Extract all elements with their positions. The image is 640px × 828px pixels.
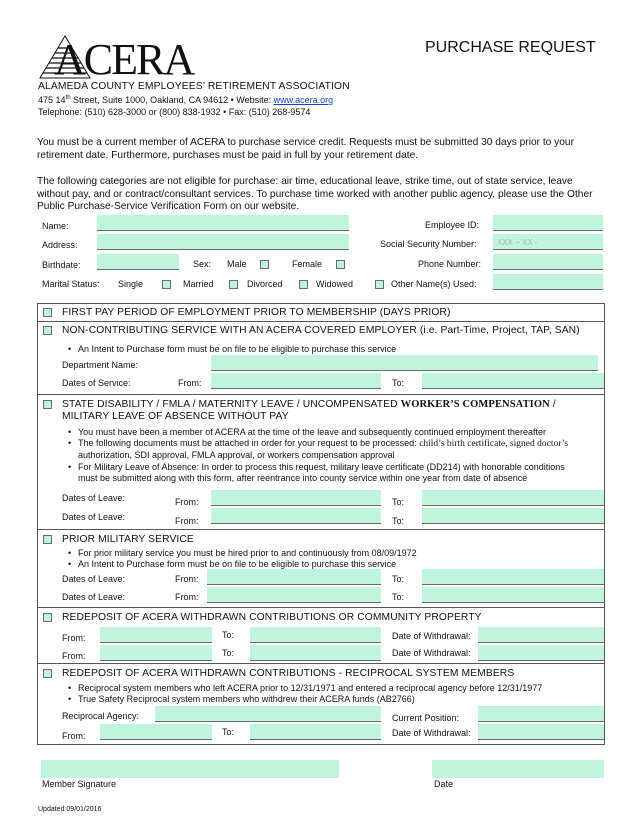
prior-military-title: PRIOR MILITARY SERVICE [62, 534, 194, 545]
intro-paragraph-2: The following categories are not eligible for purchase: air time, educational leave, strike time, out of state service, leave without pay, and or contract/consultant services. To purchase time worked with another public agency, please use the Other Public Purchase-Service Verification Form on our website. [37, 176, 593, 212]
service-from-field[interactable] [211, 373, 381, 389]
employee-id-label: Employee ID: [425, 220, 480, 230]
state-disability-bullet-2 [78, 438, 602, 461]
military-to-field-2[interactable] [422, 587, 604, 603]
website-link[interactable]: www.acera.org [273, 95, 334, 105]
address-sup: th [65, 95, 71, 101]
divorced-label: Divorced [247, 279, 283, 289]
bullet-text: must be submitted along with this form, after reentrance into county service within one year from date of absence [78, 473, 528, 483]
other-names-field[interactable] [493, 274, 603, 290]
phone-field[interactable] [493, 254, 603, 270]
reciprocal-withdrawal-label: Date of Withdrawal: [392, 728, 471, 738]
redeposit-title: REDEPOSIT OF ACERA WITHDRAWN CONTRIBUTIONS OR COMMUNITY PROPERTY [62, 612, 482, 623]
leave-to-label-1: To: [392, 497, 405, 507]
redeposit-from-field-1[interactable] [100, 627, 212, 643]
section-divider [37, 394, 604, 395]
employee-id-field[interactable] [493, 215, 603, 231]
first-pay-period-title: FIRST PAY PERIOD OF EMPLOYMENT PRIOR TO MEMBERSHIP (DAYS PRIOR) [62, 307, 451, 318]
female-checkbox[interactable] [336, 260, 345, 269]
state-disability-bullet-1: • You must have been a member of ACERA at the time of the leave and subsequently continued employment thereafter [78, 427, 602, 438]
dates-of-leave-label-1: Dates of Leave: [62, 493, 126, 503]
widowed-label: Widowed [316, 279, 354, 289]
birthdate-label: Birthdate: [42, 260, 81, 270]
name-field[interactable] [97, 215, 349, 231]
redeposit-withdrawal-label-1: Date of Withdrawal: [392, 631, 471, 641]
redeposit-from-field-2[interactable] [100, 645, 212, 661]
reciprocal-bullet-1: • Reciprocal system members who left ACERA prior to 12/31/1971 and entered a reciprocal agency before 12/31/1977 [78, 683, 602, 694]
reciprocal-bullet-2: • True Safety Reciprocal system members who withdrew their ACERA funds (AB2766) [78, 694, 602, 705]
leave-to-field-2[interactable] [422, 508, 604, 524]
reciprocal-agency-label: Reciprocal Agency: [62, 711, 140, 721]
other-names-label: Other Name(s) Used: [391, 279, 477, 289]
service-from-label: From: [178, 378, 202, 388]
reciprocal-title: REDEPOSIT OF ACERA WITHDRAWN CONTRIBUTIONS - RECIPROCAL SYSTEM MEMBERS [62, 668, 515, 679]
female-label: Female [292, 259, 323, 269]
service-to-field[interactable] [422, 373, 604, 389]
section-divider [37, 663, 604, 664]
divorced-checkbox[interactable] [299, 280, 308, 289]
military-from-field-1[interactable] [207, 569, 381, 585]
workers-comp-text: WORKER’S COMPENSATION [400, 399, 550, 410]
redeposit-withdrawal-label-2: Date of Withdrawal: [392, 648, 471, 658]
address-field[interactable] [97, 234, 349, 250]
state-disability-title-line2: MILITARY LEAVE OF ABSENCE WITHOUT PAY [62, 411, 289, 422]
phone-label: Phone Number: [418, 259, 482, 269]
acera-logo [36, 34, 194, 84]
department-label: Department Name: [62, 360, 139, 370]
section-divider [37, 529, 604, 530]
dates-of-service-label: Dates of Service: [62, 378, 131, 388]
redeposit-to-label-1: To: [222, 630, 235, 640]
org-name: ALAMEDA COUNTY EMPLOYEES’ RETIREMENT ASSOCIATION [38, 81, 350, 92]
state-disability-title [62, 399, 556, 411]
prior-military-bullet-2: • An Intent to Purchase form must be on file to be eligible to purchase this service [78, 559, 602, 570]
single-checkbox[interactable] [162, 280, 171, 289]
redeposit-to-label-2: To: [222, 648, 235, 658]
address-part: 475 14 [38, 95, 66, 105]
leave-from-label-1: From: [175, 497, 199, 507]
non-contributing-checkbox[interactable] [43, 326, 52, 335]
redeposit-from-label-1: From: [62, 633, 86, 643]
reciprocal-agency-field[interactable] [155, 706, 381, 722]
military-from-field-2[interactable] [207, 587, 381, 603]
married-checkbox[interactable] [229, 280, 238, 289]
bullet-text: authorization, SDI approval, FMLA approval, or workers compensation approval [78, 450, 395, 460]
reciprocal-from-field[interactable] [100, 724, 212, 740]
military-dates-label-1: Dates of Leave: [62, 574, 126, 584]
state-disability-bullet-3 [78, 462, 602, 484]
non-contributing-title: NON-CONTRIBUTING SERVICE WITH AN ACERA COVERED EMPLOYER (i.e. Part-Time, Project, TAP, SAN) [62, 325, 580, 336]
reciprocal-from-label: From: [62, 731, 86, 741]
redeposit-from-label-2: From: [62, 651, 86, 661]
reciprocal-to-field[interactable] [250, 724, 381, 740]
birthdate-field[interactable] [97, 254, 179, 270]
dates-of-leave-label-2: Dates of Leave: [62, 512, 126, 522]
redeposit-to-field-2[interactable] [250, 645, 381, 661]
bullet-text: The following documents must be attached in order for your request to be processed: [78, 438, 420, 448]
bullet-text-serif: child’s birth certificate, signed doctor’s [419, 439, 569, 449]
military-to-label-1: To: [392, 574, 405, 584]
leave-to-label-2: To: [392, 516, 405, 526]
single-label: Single [118, 279, 144, 289]
address-part-2: Street, Suite 1000, Oakland, CA 94612 • Website: [70, 95, 274, 105]
military-from-label-2: From: [175, 592, 199, 602]
intro-paragraph-1: You must be a current member of ACERA to purchase service credit. Requests must be submitted 30 days prior to your retirement date. Furthermore, purchases must be paid in full by your retirement date. [37, 137, 574, 161]
reciprocal-to-label: To: [222, 727, 235, 737]
org-address [38, 93, 333, 106]
marital-status-label: Marital Status: [42, 279, 100, 289]
title-part: / [549, 399, 556, 410]
page-title: PURCHASE REQUEST [425, 39, 596, 56]
reciprocal-checkbox[interactable] [43, 669, 52, 678]
prior-military-bullet-1: • For prior military service you must be hired prior to and continuously from 08/09/1972 [78, 548, 602, 559]
sex-label: Sex: [193, 259, 212, 269]
state-disability-checkbox[interactable] [43, 400, 52, 409]
ssn-placeholder: XXX – XX - [497, 238, 538, 247]
prior-military-checkbox[interactable] [43, 535, 52, 544]
member-signature-field[interactable] [41, 760, 339, 778]
ssn-field[interactable] [493, 234, 603, 250]
reciprocal-withdrawal-field[interactable] [478, 724, 604, 740]
first-pay-period-checkbox[interactable] [43, 308, 52, 317]
leave-from-label-2: From: [175, 516, 199, 526]
widowed-checkbox[interactable] [375, 280, 384, 289]
section-divider [37, 321, 604, 322]
redeposit-withdrawal-field-2[interactable] [478, 645, 604, 661]
org-phone: Telephone: (510) 628-3000 or (800) 838-1932 • Fax: (510) 268-9574 [38, 107, 311, 117]
redeposit-withdrawal-field-1[interactable] [478, 627, 604, 643]
military-to-label-2: To: [392, 592, 405, 602]
married-label: Married [183, 279, 214, 289]
title-part: STATE DISABILITY / FMLA / MATERNITY LEAVE / UNCOMPENSATED [62, 399, 401, 410]
bullet-text: For Military Leave of Absence: In order to process this request, military leave certificate (DD214) with honorable conditions [78, 462, 565, 472]
current-position-field[interactable] [478, 706, 604, 722]
name-label: Name: [42, 221, 69, 231]
department-field[interactable] [211, 355, 598, 371]
redeposit-to-field-1[interactable] [250, 627, 381, 643]
leave-to-field-1[interactable] [422, 490, 604, 506]
ssn-label: Social Security Number: [380, 239, 477, 249]
updated-date: Updated 09/01/2016 [38, 806, 102, 813]
military-from-label-1: From: [175, 574, 199, 584]
current-position-label: Current Position: [392, 713, 460, 723]
date-label: Date [434, 779, 454, 789]
male-checkbox[interactable] [260, 260, 269, 269]
military-to-field-1[interactable] [422, 569, 604, 585]
service-to-label: To: [392, 378, 405, 388]
male-label: Male [227, 259, 247, 269]
non-contributing-bullet: • An Intent to Purchase form must be on file to be eligible to purchase this service [78, 344, 602, 355]
leave-from-field-1[interactable] [211, 490, 381, 506]
member-signature-label: Member Signature [42, 779, 117, 789]
logo-text: ACERA [54, 35, 194, 84]
address-label: Address: [42, 240, 78, 250]
redeposit-checkbox[interactable] [43, 613, 52, 622]
military-dates-label-2: Dates of Leave: [62, 592, 126, 602]
section-divider [37, 607, 604, 608]
leave-from-field-2[interactable] [211, 508, 381, 524]
signature-date-field[interactable] [432, 760, 604, 778]
